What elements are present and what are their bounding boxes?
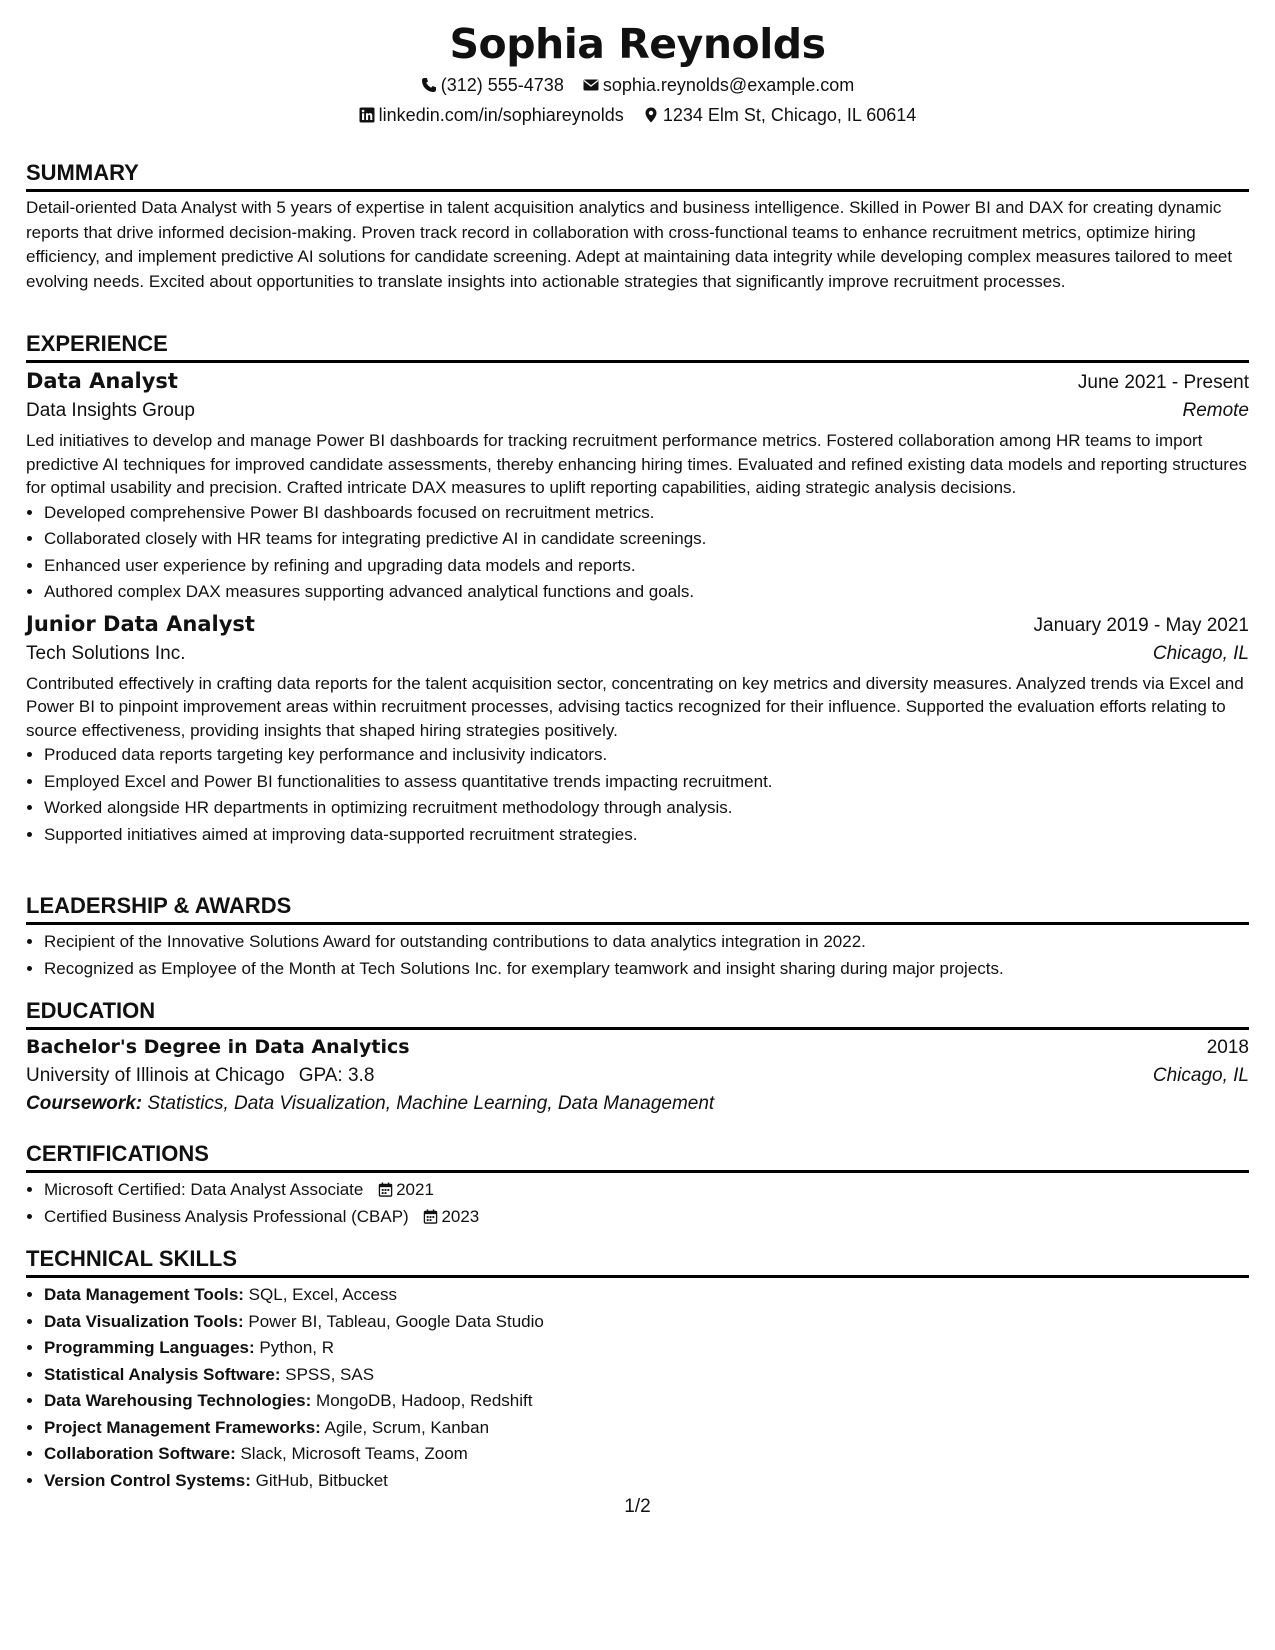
phone-item <box>421 75 564 96</box>
summary-section <box>26 159 1249 294</box>
skill-value: SPSS, SAS <box>285 1364 375 1384</box>
email-text[interactable]: sophia.reynolds@example.com <box>602 75 855 95</box>
summary-heading: SUMMARY <box>26 159 1249 192</box>
list-item: • Produced data reports targeting key performance and inclusivity indicators. <box>44 742 1249 769</box>
job-title: Data Analyst <box>26 369 178 393</box>
list-item: • Worked alongside HR departments in optimizing recruitment methodology through analysis. <box>44 795 1249 822</box>
list-item: • Collaborated closely with HR teams for integrating predictive AI in candidate screenings. <box>44 526 1249 553</box>
skill-value: Python, R <box>259 1338 335 1357</box>
page-number: 1/2 <box>624 1496 651 1517</box>
linkedin-text[interactable]: linkedin.com/in/sophiareynolds <box>378 105 624 125</box>
list-item: • Developed comprehensive Power BI dashboards focused on recruitment metrics. <box>44 500 1249 527</box>
skill-label: Collaboration Software: <box>44 1444 236 1463</box>
coursework-list: Statistics, Data Visualization, Machine Learning, Data Management <box>147 1093 715 1114</box>
job-bullets <box>26 742 1249 848</box>
skills-heading: TECHNICAL SKILLS <box>26 1245 1249 1278</box>
degree: Bachelor's Degree in Data Analytics <box>26 1036 410 1058</box>
contact-row-2 <box>26 105 1249 126</box>
job-dates: January 2019 - May 2021 <box>1033 614 1249 636</box>
list-item: • Supported initiatives aimed at improving data-supported recruitment strategies. <box>44 822 1249 849</box>
list-item <box>44 1177 1249 1204</box>
leadership-heading: LEADERSHIP & AWARDS <box>26 892 1249 925</box>
list-item: • Recipient of the Innovative Solutions Award for outstanding contributions to data analytics integration in 2022. <box>44 929 1249 956</box>
school-location: Chicago, IL <box>1152 1065 1249 1086</box>
calendar-icon <box>423 1209 438 1224</box>
skill-value: MongoDB, Hadoop, Redshift <box>316 1391 533 1410</box>
certification-year: 2021 <box>396 1180 434 1199</box>
gpa: GPA: 3.8 <box>298 1065 375 1086</box>
coursework-label: Coursework: <box>26 1093 143 1114</box>
skill-label: Programming Languages: <box>44 1338 255 1357</box>
phone-text: (312) 555-4738 <box>440 75 564 95</box>
skills-section <box>26 1245 1249 1494</box>
job-entry <box>26 369 1249 606</box>
certifications-list <box>26 1177 1249 1230</box>
list-item <box>44 1468 1249 1495</box>
skill-value: SQL, Excel, Access <box>248 1285 398 1304</box>
job-subheader <box>26 400 1249 422</box>
skill-label: Data Warehousing Technologies: <box>44 1391 312 1410</box>
contact-row-1 <box>26 75 1249 96</box>
leadership-section <box>26 892 1249 982</box>
certification-name: Microsoft Certified: Data Analyst Associate <box>44 1180 364 1199</box>
linkedin-item[interactable] <box>359 105 624 126</box>
certification-year: 2023 <box>441 1206 480 1226</box>
experience-section <box>26 330 1249 848</box>
job-dates: June 2021 - Present <box>1077 372 1249 393</box>
job-company: Tech Solutions Inc. <box>26 642 186 664</box>
linkedin-icon <box>359 107 375 123</box>
school-info <box>26 1065 374 1087</box>
calendar-icon <box>378 1182 393 1197</box>
list-item <box>44 1282 1249 1309</box>
skills-list <box>26 1282 1249 1494</box>
list-item: • Employed Excel and Power BI functionalities to assess quantitative trends impacting recruitment. <box>44 769 1249 796</box>
job-subheader <box>26 643 1249 665</box>
list-item <box>44 1362 1249 1389</box>
job-title: Junior Data Analyst <box>26 611 255 636</box>
certifications-heading: CERTIFICATIONS <box>26 1140 1249 1173</box>
list-item <box>44 1204 1249 1231</box>
skill-label: Project Management Frameworks: <box>44 1417 321 1437</box>
skill-label: Statistical Analysis Software: <box>44 1364 281 1384</box>
job-bullets <box>26 500 1249 606</box>
address-text: 1234 Elm St, Chicago, IL 60614 <box>662 105 917 125</box>
certifications-section <box>26 1140 1249 1230</box>
education-section <box>26 997 1249 1115</box>
job-header <box>26 369 1249 394</box>
skill-label: Data Visualization Tools: <box>44 1311 244 1331</box>
job-description: Contributed effectively in crafting data reports for the talent acquisition sector, concentrating on key metrics and diversity measures. Analyzed trends via Excel and Power BI to pinpoint improvement areas within recruitment processes, advising tactics recognized for their influence. Supported the evaluation efforts relating to source effectiveness, providing insights that shaped hiring strategies positively. <box>26 673 1244 740</box>
email-item[interactable] <box>583 75 854 96</box>
education-subheader <box>26 1065 1249 1087</box>
phone-icon <box>421 77 437 93</box>
school-name: University of Illinois at Chicago <box>26 1065 285 1086</box>
skill-value: Agile, Scrum, Kanban <box>324 1417 490 1437</box>
skill-value: GitHub, Bitbucket <box>255 1470 388 1490</box>
job-description: Led initiatives to develop and manage Power BI dashboards for tracking recruitment performance metrics. Fostered collaboration among HR teams to import predictive AI techniques for improved candidate assessments, thereby enhancing hiring times. Evaluated and refined existing data models and reporting structures for optimal usability and precision. Crafted intricate DAX measures to uplift reporting capabilities, aiding strategic analysis decisions. <box>26 431 1247 497</box>
address-item <box>643 105 917 126</box>
skill-label: Data Management Tools: <box>44 1285 244 1304</box>
job-header <box>26 612 1249 637</box>
skill-label: Version Control Systems: <box>44 1470 251 1490</box>
certification-name: Certified Business Analysis Professional (CBAP) <box>44 1206 409 1226</box>
map-pin-icon <box>643 107 659 123</box>
candidate-name: Sophia Reynolds <box>449 20 826 68</box>
list-item <box>44 1309 1249 1336</box>
job-entry <box>26 612 1249 849</box>
list-item: • Authored complex DAX measures supporting advanced analytical functions and goals. <box>44 579 1249 606</box>
skill-value: Slack, Microsoft Teams, Zoom <box>240 1444 468 1463</box>
education-heading: EDUCATION <box>26 997 1249 1030</box>
list-item <box>44 1441 1249 1468</box>
leadership-list <box>26 929 1249 982</box>
skill-value: Power BI, Tableau, Google Data Studio <box>248 1311 544 1331</box>
list-item <box>44 1388 1249 1415</box>
list-item: • Enhanced user experience by refining and upgrading data models and reports. <box>44 553 1249 580</box>
job-location: Chicago, IL <box>1152 642 1249 664</box>
experience-heading: EXPERIENCE <box>26 330 1249 363</box>
job-company: Data Insights Group <box>26 400 195 421</box>
graduation-year: 2018 <box>1206 1037 1249 1058</box>
list-item <box>44 1335 1249 1362</box>
list-item: • Recognized as Employee of the Month at Tech Solutions Inc. for exemplary teamwork and insight sharing during major projects. <box>44 956 1249 983</box>
education-header <box>26 1036 1249 1059</box>
job-location: Remote <box>1182 400 1249 421</box>
envelope-icon <box>583 77 599 93</box>
summary-text: Detail-oriented Data Analyst with 5 years of expertise in talent acquisition analytics and business intelligence. Skilled in Power BI and DAX for creating dynamic reports that drive informed decision-making. Proven track record in collaboration with cross-functional teams to enhance recruitment metrics, optimize hiring efficiency, and implement predictive AI solutions for candidate screening. Adept at maintaining data integrity while developing complex measures tailored to meet evolving needs. Excited about opportunities to translate insights into actionable strategies that significantly improve recruitment processes. <box>26 198 1233 291</box>
coursework <box>26 1093 1249 1115</box>
list-item <box>44 1415 1249 1442</box>
